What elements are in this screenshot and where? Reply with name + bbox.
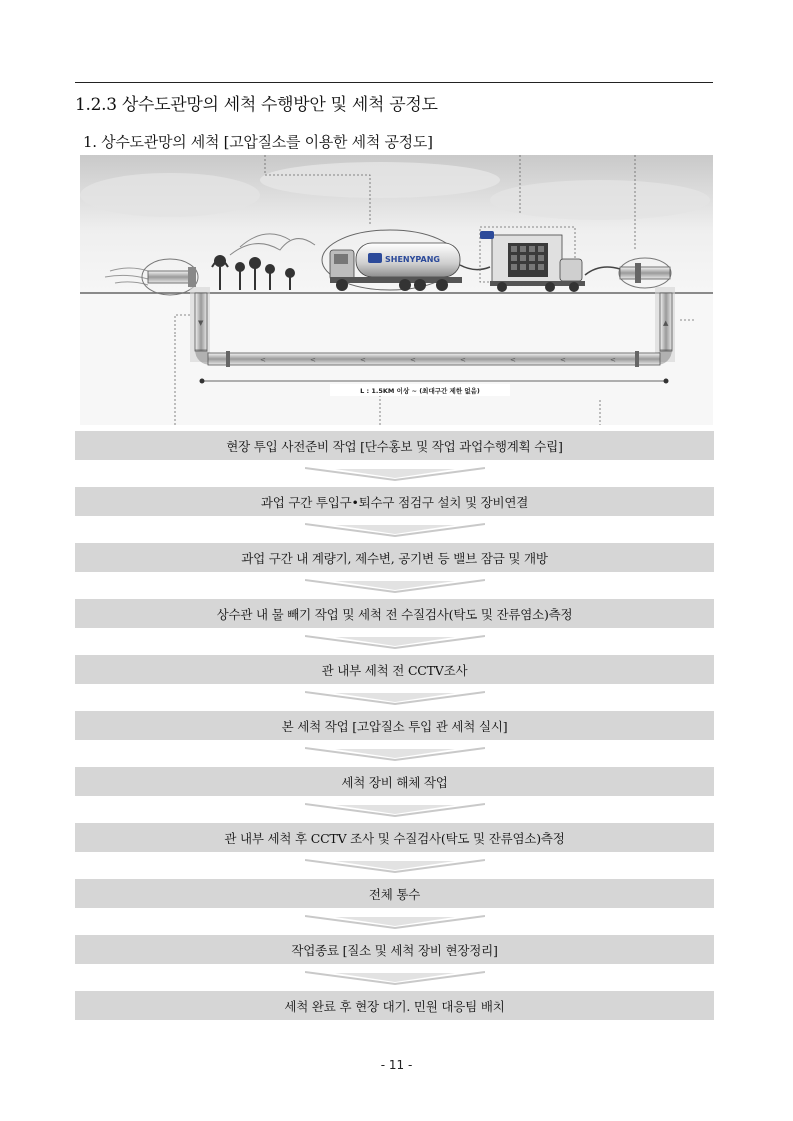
cleaning-process-diagram xyxy=(80,155,713,425)
process-step xyxy=(75,599,714,628)
process-step xyxy=(75,823,714,852)
step-label: 작업종료 [질소 및 세척 장비 현장정리] xyxy=(291,942,498,958)
process-step xyxy=(75,543,714,572)
length-label: L : 1.5KM 이상 ~ (최대구간 제한 없음) xyxy=(360,387,480,395)
truck-brand-label: SHENYPANG xyxy=(385,255,440,264)
step-label: 관 내부 세척 후 CCTV 조사 및 수질검사(탁도 및 잔류염소)측정 xyxy=(224,830,565,846)
down-arrow-icon xyxy=(75,740,714,767)
process-step xyxy=(75,487,714,516)
process-step xyxy=(75,879,714,908)
section-title: 1.2.3 상수도관망의 세척 수행방안 및 세척 공정도 xyxy=(75,95,438,115)
process-step xyxy=(75,991,714,1020)
step-label: 과업 구간 내 계량기, 제수변, 공기변 등 밸브 잠금 및 개방 xyxy=(241,550,548,566)
down-arrow-icon xyxy=(75,516,714,543)
svg-text:<: < xyxy=(310,356,316,364)
step-label: 세척 완료 후 현장 대기. 민원 대응팀 배치 xyxy=(284,998,505,1014)
step-label: 관 내부 세척 전 CCTV조사 xyxy=(321,662,468,678)
svg-text:<: < xyxy=(610,356,616,364)
process-step xyxy=(75,655,714,684)
svg-text:▼: ▼ xyxy=(198,319,204,327)
down-arrow-icon xyxy=(75,852,714,879)
svg-text:<: < xyxy=(510,356,516,364)
down-arrow-icon xyxy=(75,572,714,599)
step-label: 전체 통수 xyxy=(368,886,421,902)
process-step xyxy=(75,767,714,796)
svg-text:▲: ▲ xyxy=(663,319,669,327)
step-label: 본 세척 작업 [고압질소 투입 관 세척 실시] xyxy=(281,718,508,734)
down-arrow-icon xyxy=(75,460,714,487)
process-step xyxy=(75,711,714,740)
down-arrow-icon xyxy=(75,684,714,711)
process-step xyxy=(75,935,714,964)
down-arrow-icon xyxy=(75,628,714,655)
process-step xyxy=(75,431,714,460)
step-label: 과업 구간 투입구•퇴수구 점검구 설치 및 장비연결 xyxy=(260,494,529,510)
step-label: 현장 투입 사전준비 작업 [단수홍보 및 작업 과업수행계획 수립] xyxy=(226,438,563,454)
page-number: - 11 - xyxy=(380,1058,413,1072)
down-arrow-icon xyxy=(75,908,714,935)
svg-text:<: < xyxy=(560,356,566,364)
svg-text:<: < xyxy=(410,356,416,364)
down-arrow-icon xyxy=(75,964,714,991)
svg-text:<: < xyxy=(260,356,266,364)
svg-text:<: < xyxy=(360,356,366,364)
step-label: 상수관 내 물 빼기 작업 및 세척 전 수질검사(탁도 및 잔류염소)측정 xyxy=(216,606,573,622)
top-rule xyxy=(75,82,713,83)
step-label: 세척 장비 해체 작업 xyxy=(341,774,448,790)
process-steps xyxy=(75,431,714,1020)
svg-text:<: < xyxy=(460,356,466,364)
down-arrow-icon xyxy=(75,796,714,823)
subsection-title: 1. 상수도관망의 세척 [고압질소를 이용한 세척 공정도] xyxy=(83,133,433,151)
